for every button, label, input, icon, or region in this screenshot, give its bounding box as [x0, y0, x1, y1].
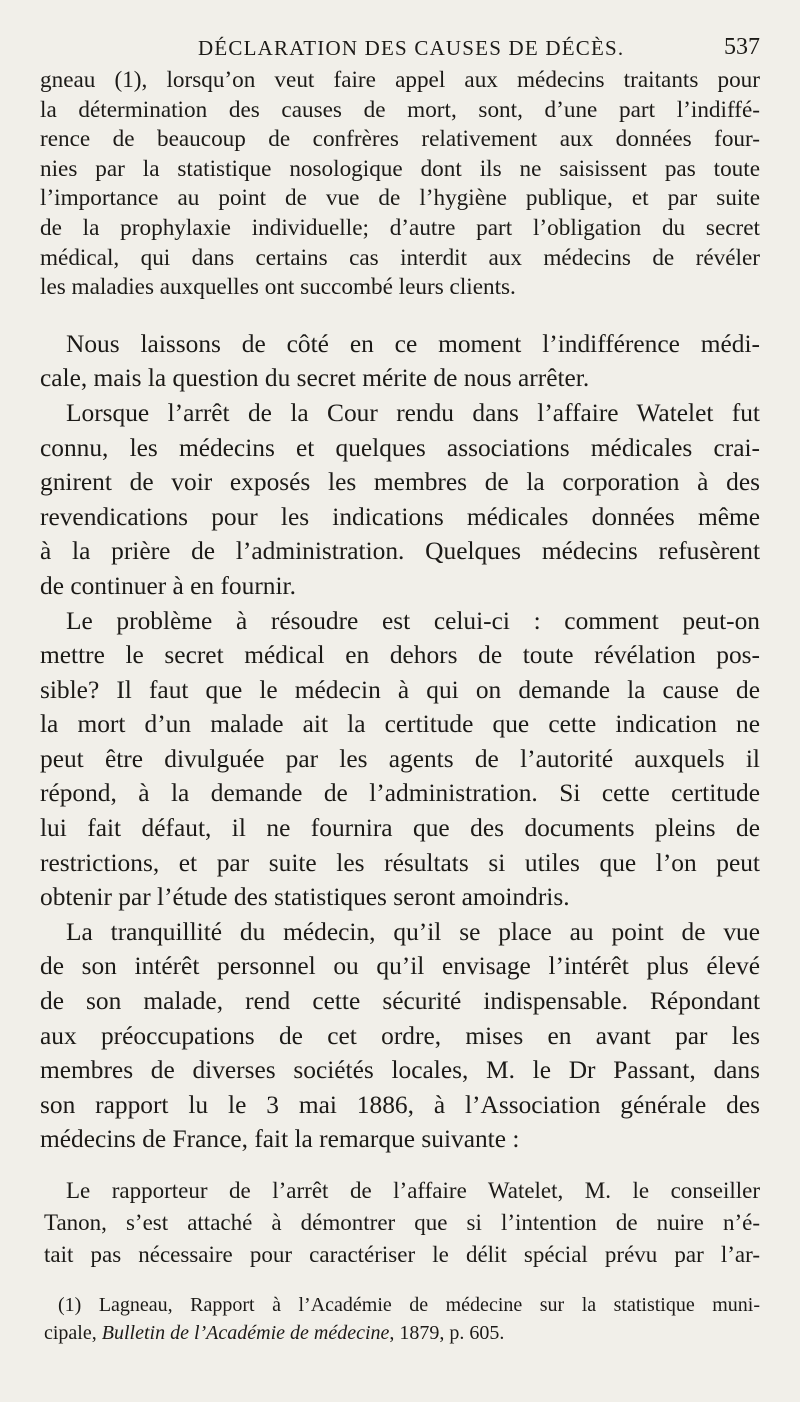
text-line: de la prophylaxie individuelle; d’autre part l’obligation du secret	[40, 214, 760, 241]
text-line: les maladies auxquelles ont succombé leurs clients.	[40, 274, 516, 301]
text-line: revendications pour les indications médicales données même	[40, 502, 760, 531]
text-line: la mort d’un malade ait la certitude que cette indication ne	[40, 710, 760, 739]
text-line: à la prière de l’administration. Quelques médecins refusèrent	[40, 537, 760, 566]
text-line: médical, qui dans certains cas interdit aux médecins de révéler	[40, 244, 760, 271]
paragraph-5	[40, 915, 760, 1157]
text-line: mettre le secret médical en dehors de toute révélation pos-	[40, 641, 760, 670]
text-line: lui fait défaut, il ne fournira que des documents pleins de	[40, 814, 760, 843]
text-line: Le problème à résoudre est celui-ci : comment peut-on	[66, 606, 760, 635]
journal-title: Bulletin de l’Académie de médecine	[101, 1322, 390, 1344]
text-line: nies par la statistique nosologique dont ils ne saisissent pas toute	[40, 155, 760, 182]
quoted-remark	[44, 1175, 760, 1271]
text-line: de son malade, rend cette sécurité indispensable. Répondant	[40, 987, 760, 1016]
text-line: obtenir par l’étude des statistiques seront amoindris.	[40, 883, 570, 912]
text-line: cale, mais la question du secret mérite de nous arrêter.	[40, 364, 590, 393]
text-line: Le rapporteur de l’arrêt de l’affaire Watelet, M. le conseiller	[66, 1178, 760, 1203]
page-number: 537	[724, 34, 760, 60]
main-text	[40, 66, 760, 1157]
running-title: DÉCLARATION DES CAUSES DE DÉCÈS.	[198, 36, 625, 60]
footnote-text: , 1879, p. 605.	[389, 1322, 505, 1344]
footnote-line	[44, 1319, 760, 1347]
text-line: la détermination des causes de mort, sont, d’une part l’indiffé-	[40, 96, 760, 123]
text-line: membres de diverses sociétés locales, M. le Dr Passant, dans	[40, 1056, 760, 1085]
text-line: La tranquillité du médecin, qu’il se place au point de vue	[66, 917, 760, 946]
text-line: connu, les médecins et quelques associations médicales crai-	[40, 433, 760, 462]
text-line: restrictions, et par suite les résultats si utiles que l’on peut	[40, 848, 760, 877]
text-line: tait pas nécessaire pour caractériser le délit spécial prévu par l’ar-	[44, 1242, 760, 1267]
paragraph-2	[40, 327, 760, 396]
text-line: rence de beaucoup de confrères relativement aux données four-	[40, 126, 760, 153]
text-line: gneau (1), lorsqu’on veut faire appel aux médecins traitants pour	[40, 67, 760, 93]
footnote-text: cipale,	[44, 1322, 102, 1344]
text-line: aux préoccupations de cet ordre, mises en avant par les	[40, 1021, 760, 1050]
text-line: Nous laissons de côté en ce moment l’indifférence médi-	[66, 329, 760, 358]
paragraph-4	[40, 604, 760, 915]
text-line: répond, à la demande de l’administration. Si cette certitude	[40, 779, 760, 808]
text-line: gnirent de voir exposés les membres de la corporation à des	[40, 468, 760, 497]
paragraph-3	[40, 396, 760, 604]
quote-paragraph	[44, 1175, 760, 1271]
text-line: peut être divulguée par les agents de l’autorité auxquels il	[40, 744, 760, 773]
footnote	[44, 1291, 760, 1347]
text-line: de son intérêt personnel ou qu’il envisage l’intérêt plus élevé	[40, 952, 760, 981]
page-header	[66, 30, 760, 66]
text-line: son rapport lu le 3 mai 1886, à l’Association générale des	[40, 1090, 760, 1119]
text-line: Tanon, s’est attaché à démontrer que si l’intention de nuire n’é-	[44, 1210, 760, 1235]
text-line: sible? Il faut que le médecin à qui on demande la cause de	[40, 675, 760, 704]
text-line: de continuer à en fournir.	[40, 571, 296, 600]
paragraph-1	[40, 66, 760, 303]
text-line: Lorsque l’arrêt de la Cour rendu dans l’affaire Watelet fut	[66, 398, 760, 427]
text-line: médecins de France, fait la remarque suivante :	[40, 1125, 520, 1154]
footnote-line: (1) Lagneau, Rapport à l’Académie de médecine sur la statistique muni-	[58, 1294, 760, 1316]
text-line: l’importance au point de vue de l’hygiène publique, et par suite	[40, 185, 760, 212]
